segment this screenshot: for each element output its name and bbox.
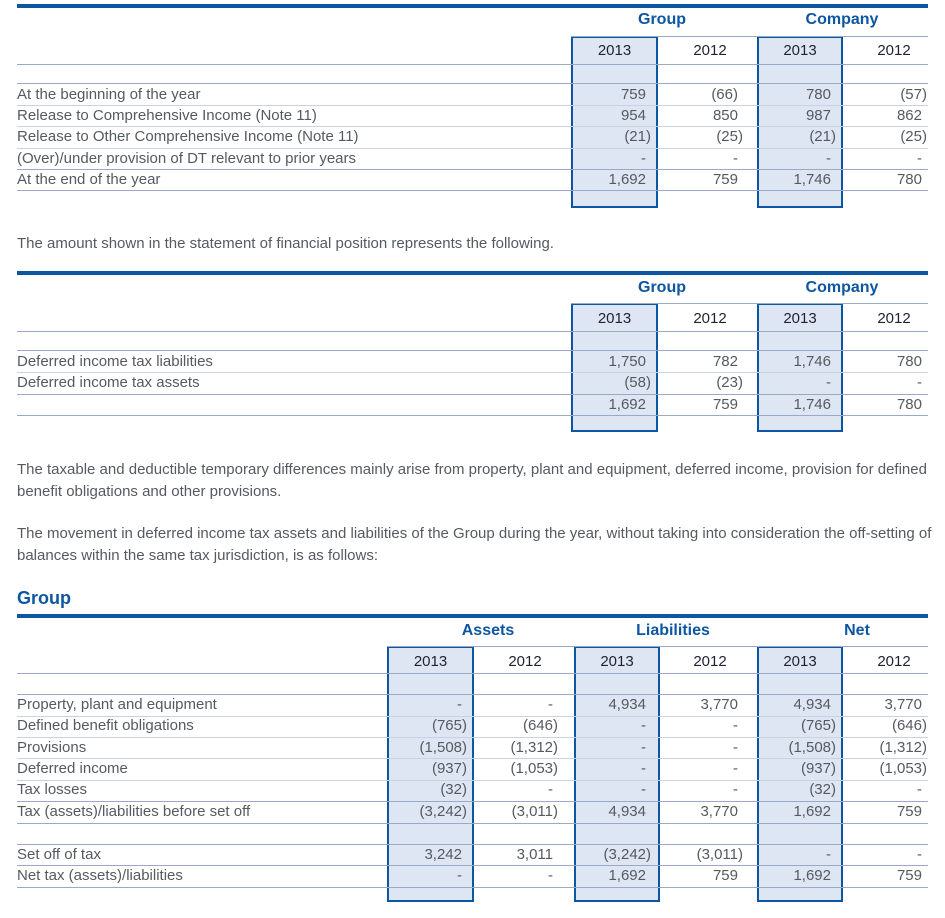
cell: - (733, 150, 738, 167)
cell: - (733, 717, 738, 734)
cell: - (826, 846, 831, 863)
cell: - (826, 150, 831, 167)
cell: (32) (809, 781, 836, 798)
cell: 1,692 (793, 867, 831, 884)
cell: (58) (624, 374, 651, 391)
row-label: Tax losses (17, 781, 88, 798)
cell: 759 (712, 396, 738, 413)
cell: - (641, 760, 646, 777)
cell: - (641, 150, 646, 167)
cell: 1,750 (608, 353, 646, 370)
cell: (57) (900, 86, 927, 103)
cell: 850 (712, 107, 738, 124)
year-header: 2013 (783, 310, 817, 327)
rule (571, 303, 928, 304)
cell: 954 (620, 107, 646, 124)
cell: 1,692 (608, 396, 646, 413)
rule (17, 169, 928, 170)
cell: - (733, 760, 738, 777)
cell: - (457, 696, 462, 713)
year-header: 2012 (693, 310, 727, 327)
cell: 1,746 (793, 171, 831, 188)
cell: - (457, 867, 462, 884)
cell: 1,692 (793, 803, 831, 820)
year-header: 2013 (597, 42, 632, 59)
cell: 3,770 (700, 803, 738, 820)
year-header: 2013 (783, 653, 817, 670)
cell: 3,770 (700, 696, 738, 713)
row-label: Release to Other Comprehensive Income (Note 11) (17, 128, 359, 145)
cell: 3,242 (424, 846, 462, 863)
cell: (25) (900, 128, 927, 145)
cell: - (917, 374, 922, 391)
row-label: Release to Comprehensive Income (Note 11) (17, 107, 317, 124)
cell: - (917, 781, 922, 798)
cell: (1,312) (879, 739, 927, 756)
cell: - (641, 781, 646, 798)
cell: - (826, 374, 831, 391)
year-header: 2012 (693, 42, 727, 59)
table-3-top-rule (17, 614, 928, 618)
rule (17, 105, 928, 106)
rule (17, 372, 928, 373)
company-header: Company (805, 11, 879, 28)
rule (571, 36, 928, 37)
cell: (1,508) (419, 739, 467, 756)
cell: - (917, 846, 922, 863)
cell: 780 (896, 171, 922, 188)
cell: (3,011) (511, 803, 558, 820)
row-label: Defined benefit obligations (17, 717, 194, 734)
cell: - (733, 781, 738, 798)
cell: - (548, 781, 553, 798)
cell: 782 (712, 353, 738, 370)
cell: - (641, 739, 646, 756)
company-header: Company (805, 279, 879, 296)
cell: 1,692 (608, 867, 646, 884)
rule (17, 83, 928, 84)
rule (17, 737, 928, 738)
cell: 4,934 (608, 803, 646, 820)
cell: 759 (896, 867, 922, 884)
cell: (646) (891, 717, 927, 734)
cell: - (641, 717, 646, 734)
cell: (1,508) (788, 739, 836, 756)
cell: (1,053) (510, 760, 558, 777)
rule (17, 350, 928, 351)
cell: 759 (896, 803, 922, 820)
cell: 4,934 (608, 696, 646, 713)
paragraph-2: The taxable and deductible temporary differences mainly arise from property, plant and equipment, deferred income, provision for defined benefit obligations and other provisions. (17, 461, 927, 500)
cell: 3,770 (884, 696, 922, 713)
cell: 862 (896, 107, 922, 124)
year-header: 2013 (600, 653, 634, 670)
rule (17, 801, 928, 802)
cell: (3,242) (603, 846, 651, 863)
row-label: Set off of tax (17, 846, 101, 863)
rule (17, 148, 928, 149)
rule (17, 394, 928, 395)
cell: (21) (624, 128, 651, 145)
cell: (646) (522, 717, 558, 734)
rule (17, 887, 928, 888)
cell: 1,746 (793, 396, 831, 413)
cell: 759 (712, 867, 738, 884)
cell: 759 (712, 171, 738, 188)
section-title: Group (17, 588, 71, 608)
rule (17, 331, 928, 332)
paragraph-3: The movement in deferred income tax assets and liabilities of the Group during the year, without taking into consideration the off-setting of balances within the same tax jurisdiction, is as follows: (17, 525, 932, 564)
net-header: Net (844, 622, 870, 639)
year-header: 2013 (783, 42, 817, 59)
rule (17, 758, 928, 759)
cell: (765) (431, 717, 467, 734)
year-header: 2012 (877, 653, 911, 670)
row-label: At the end of the year (17, 171, 161, 188)
cell: 1,746 (793, 353, 831, 370)
cell: 1,692 (608, 171, 646, 188)
cell: 3,011 (516, 846, 553, 863)
rule (17, 415, 928, 416)
group-header: Group (638, 11, 686, 28)
rule (17, 844, 928, 845)
row-label: Property, plant and equipment (17, 696, 217, 713)
rule (17, 64, 928, 65)
row-label: Deferred income tax assets (17, 374, 200, 391)
rule (17, 694, 928, 695)
cell: (765) (800, 717, 836, 734)
cell: (1,312) (510, 739, 558, 756)
year-header: 2012 (877, 42, 911, 59)
cell: - (548, 867, 553, 884)
cell: 780 (896, 396, 922, 413)
group-header: Group (638, 279, 686, 296)
year-header: 2012 (508, 653, 542, 670)
liabilities-header: Liabilities (636, 622, 710, 639)
rule (387, 646, 928, 647)
cell: (937) (800, 760, 836, 777)
cell: (25) (716, 128, 743, 145)
cell: 4,934 (793, 696, 831, 713)
rule (17, 190, 928, 191)
assets-header: Assets (461, 622, 515, 639)
row-label: (Over)/under provision of DT relevant to prior years (17, 150, 357, 167)
table-2-top-rule (17, 271, 928, 275)
year-header: 2012 (877, 310, 911, 327)
cell: - (917, 150, 922, 167)
cell: (32) (440, 781, 467, 798)
table-1-top-rule (17, 4, 928, 8)
row-label: Deferred income tax liabilities (17, 353, 213, 370)
cell: - (548, 696, 553, 713)
row-label: Tax (assets)/liabilities before set off (17, 803, 251, 820)
cell: (23) (716, 374, 743, 391)
cell: (21) (809, 128, 836, 145)
rule (17, 673, 928, 674)
rule (17, 865, 928, 866)
cell: - (733, 739, 738, 756)
cell: (937) (431, 760, 467, 777)
year-header: 2012 (693, 653, 727, 670)
cell: 987 (805, 107, 831, 124)
paragraph-1: The amount shown in the statement of financial position represents the following. (17, 235, 554, 252)
row-label: At the beginning of the year (17, 86, 201, 103)
cell: (1,053) (879, 760, 927, 777)
year-header: 2013 (413, 653, 448, 670)
cell: 780 (805, 86, 831, 103)
cell: (66) (711, 86, 738, 103)
cell: 780 (896, 353, 922, 370)
year-header: 2013 (597, 310, 632, 327)
row-label: Deferred income (17, 760, 128, 777)
row-label: Net tax (assets)/liabilities (17, 867, 183, 884)
cell: (3,011) (696, 846, 743, 863)
cell: 759 (620, 86, 646, 103)
cell: (3,242) (419, 803, 467, 820)
rule (17, 823, 928, 824)
row-label: Provisions (17, 739, 87, 756)
rule (17, 126, 928, 127)
